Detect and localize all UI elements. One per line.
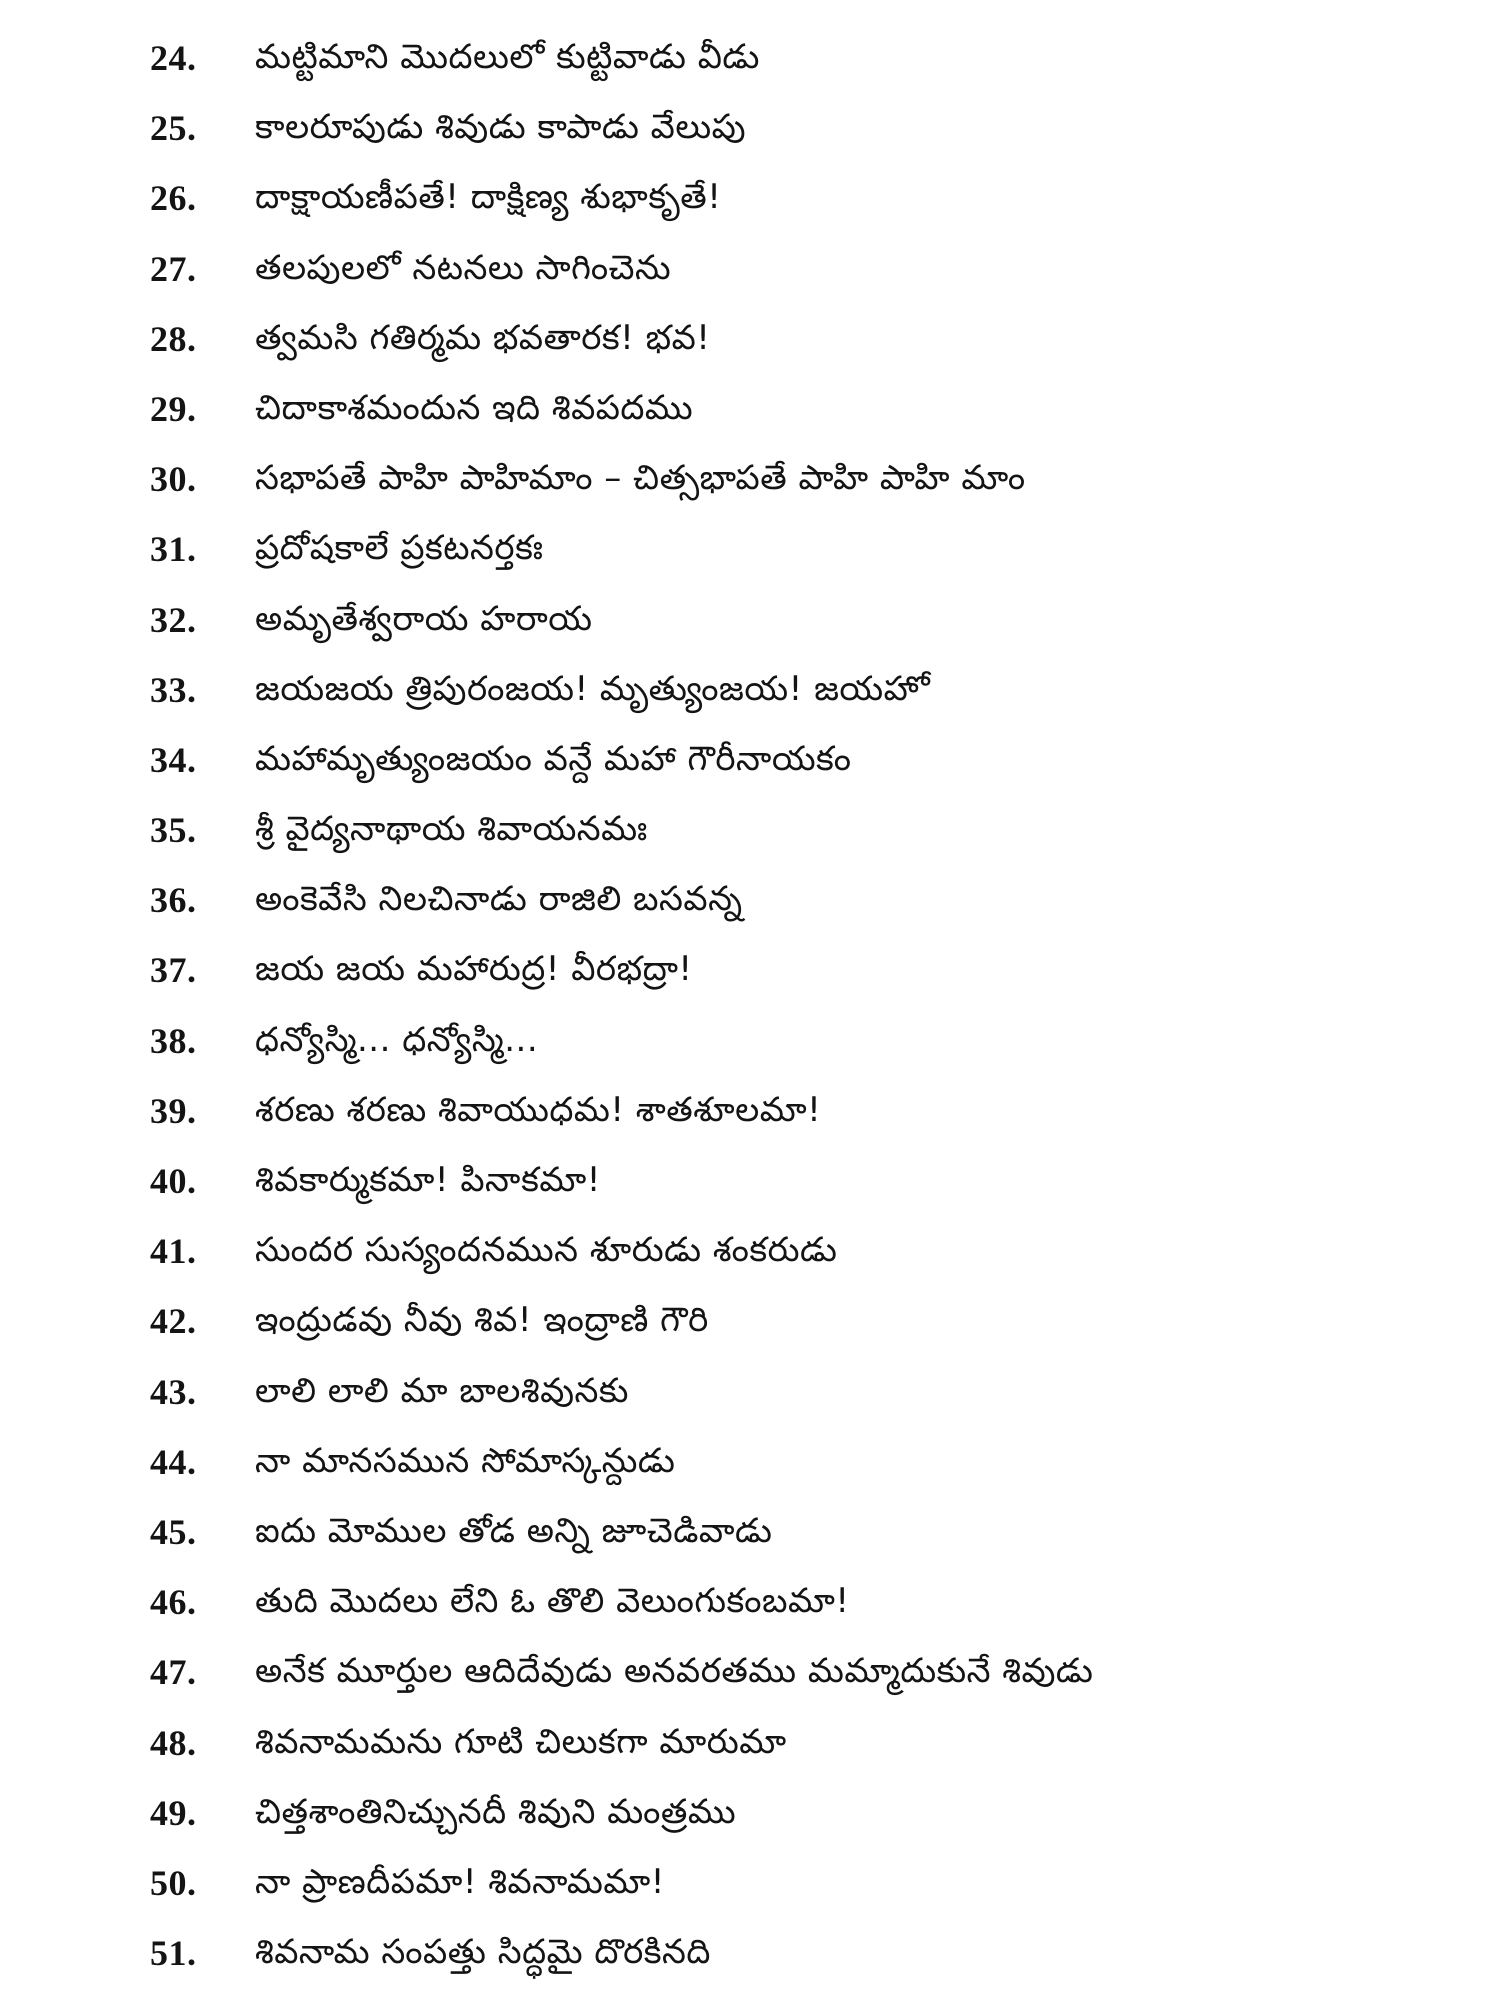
list-item	[0, 443, 1500, 513]
item-number: 26.	[150, 178, 197, 219]
list-item	[0, 724, 1500, 794]
item-text: శరణు శరణు శివాయుధమ! శాతశూలమా!	[255, 1089, 822, 1130]
item-text: శ్రీ వైద్యనాథాయ శివాయనమః	[255, 809, 648, 850]
item-text: త్వమసి గతిర్మమ భవతారక! భవ!	[255, 317, 711, 358]
item-number: 30.	[150, 459, 197, 500]
item-number: 45.	[150, 1511, 197, 1552]
item-number: 35.	[150, 810, 197, 851]
item-number: 46.	[150, 1582, 197, 1623]
item-number: 37.	[150, 950, 197, 991]
item-text: మట్టిమాని మొదలులో కుట్టివాడు వీడు	[255, 37, 760, 77]
item-text: లాలి లాలి మా బాలశివునకు	[255, 1370, 629, 1411]
item-text: సుందర సుస్యందనమున శూరుడు శంకరుడు	[255, 1230, 838, 1271]
item-text: కాలరూపుడు శివుడు కాపాడు వేలుపు	[255, 107, 747, 148]
item-text: శివకార్ముకమా! పినాకమా!	[255, 1160, 601, 1200]
list-item	[0, 1005, 1500, 1075]
item-number: 50.	[150, 1862, 197, 1903]
item-text: నా ప్రాణదీపమా! శివనామమా!	[255, 1861, 665, 1902]
list-item	[0, 584, 1500, 654]
item-number: 39.	[150, 1090, 197, 1131]
item-text: తుది మొదలు లేని ఓ తొలి వెలుంగుకంబమా!	[255, 1581, 850, 1622]
list-item	[0, 1636, 1500, 1706]
list-item	[0, 1847, 1500, 1917]
item-text: దాక్షాయణీపతే! దాక్షిణ్య శుభాకృతే!	[255, 177, 722, 218]
item-text: ధన్యోస్మి... ధన్యోస్మి...	[255, 1019, 539, 1060]
list-item	[0, 934, 1500, 1004]
list-item	[0, 303, 1500, 373]
list-item	[0, 1145, 1500, 1215]
list-item	[0, 1215, 1500, 1285]
item-number: 36.	[150, 880, 197, 921]
item-number: 48.	[150, 1722, 197, 1763]
item-number: 29.	[150, 388, 197, 429]
item-text: ఐదు మోముల తోడ అన్ని జూచెడివాడు	[255, 1510, 773, 1551]
item-text: అంకెవేసి నిలచినాడు రాజిలి బసవన్న	[255, 879, 743, 920]
song-list	[0, 22, 1500, 1987]
item-number: 42.	[150, 1301, 197, 1342]
item-number: 43.	[150, 1371, 197, 1412]
item-text: జయజయ త్రిపురంజయ! మృత్యుంజయ! జయహో	[255, 668, 931, 709]
item-text: జయ జయ మహారుద్ర! వీరభద్రా!	[255, 949, 693, 990]
list-item	[0, 92, 1500, 162]
list-item	[0, 233, 1500, 303]
item-number: 38.	[150, 1020, 197, 1061]
list-item	[0, 22, 1500, 92]
list-item	[0, 373, 1500, 443]
item-text: చిదాకాశమందున ఇది శివపదము	[255, 387, 694, 428]
item-number: 31.	[150, 529, 197, 570]
list-item	[0, 1917, 1500, 1987]
list-item	[0, 794, 1500, 864]
item-text: తలపులలో నటనలు సాగించెను	[255, 247, 672, 288]
item-text: ప్రదోషకాలే ప్రకటనర్తకః	[255, 528, 544, 569]
list-item	[0, 864, 1500, 934]
item-number: 51.	[150, 1933, 197, 1974]
item-text: శివనామ సంపత్తు సిద్ధమై దొరకినది	[255, 1932, 711, 1973]
item-number: 33.	[150, 669, 197, 710]
list-item	[0, 1707, 1500, 1777]
item-text: శివనామమను గూటి చిలుకగా మారుమా	[255, 1721, 787, 1762]
list-item	[0, 1075, 1500, 1145]
list-item	[0, 1496, 1500, 1566]
item-number: 28.	[150, 318, 197, 359]
item-text: చిత్తశాంతినిచ్చునదీ శివుని మంత్రము	[255, 1791, 737, 1832]
list-item	[0, 1285, 1500, 1355]
item-number: 27.	[150, 248, 197, 289]
list-item	[0, 513, 1500, 583]
list-item	[0, 1426, 1500, 1496]
item-text: అమృతేశ్వరాయ హరాయ	[255, 598, 593, 639]
item-number: 32.	[150, 599, 197, 640]
item-text: సభాపతే పాహి పాహిమాం – చిత్సభాపతే పాహి పాహి మాం	[255, 458, 1026, 499]
list-item	[0, 1356, 1500, 1426]
item-number: 25.	[150, 108, 197, 149]
list-item	[0, 1566, 1500, 1636]
item-number: 44.	[150, 1441, 197, 1482]
item-number: 40.	[150, 1161, 197, 1201]
item-number: 34.	[150, 739, 197, 780]
list-item	[0, 162, 1500, 232]
item-text: మహామృత్యుంజయం వన్దే మహా గౌరీనాయకం	[255, 738, 852, 779]
item-text: నా మానసమున సోమాస్కన్దుడు	[255, 1440, 676, 1481]
item-number: 49.	[150, 1792, 197, 1833]
item-number: 41.	[150, 1231, 197, 1272]
item-text: ఇంద్రుడవు నీవు శివ! ఇంద్రాణి గౌరి	[255, 1300, 709, 1341]
list-item	[0, 654, 1500, 724]
item-number: 47.	[150, 1652, 197, 1693]
item-text: అనేక మూర్తుల ఆదిదేవుడు అనవరతము మమ్మాదుకునే శివుడు	[255, 1651, 1094, 1692]
item-number: 24.	[150, 38, 197, 78]
list-item	[0, 1777, 1500, 1847]
